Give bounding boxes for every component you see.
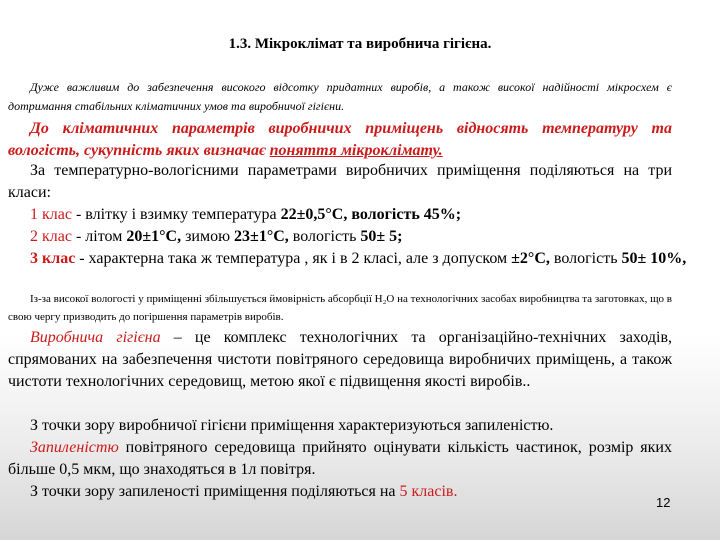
- class-2-text3: вологість: [292, 228, 361, 245]
- dust-classes: [8, 481, 672, 503]
- page-number: 12: [656, 495, 671, 510]
- climate-definition-text: До кліматичних параметрів виробничих приміщень відносять температуру та вологість, сукупність яких визначає: [8, 120, 672, 159]
- microclimate-term: поняття мікроклімату.: [269, 142, 443, 159]
- dust-classes-count: 5 класів.: [399, 483, 458, 500]
- class-1-text: - влітку і взимку температура: [71, 206, 281, 223]
- class-1-item: [8, 204, 672, 226]
- hygiene-note: З точки зору виробничої гігієни приміщення характеризуються запиленістю.: [30, 417, 554, 434]
- classes-intro: За температурно-вологісними параметрами виробничих приміщення поділяються на три класи:: [8, 162, 672, 201]
- class-1-label: 1 клас: [30, 206, 72, 223]
- class-2-value: 20±1°С,: [126, 228, 186, 245]
- class-2-label: 2 клас: [30, 228, 72, 245]
- class-3-value2: 50± 10%,: [621, 250, 687, 267]
- dust-text: повітряного середовища прийнято оцінувати кількість частинок, розмір яких більше 0,5 мкм, що знаходяться в 1л повітря.: [8, 439, 672, 478]
- hygiene-definition: [8, 327, 672, 393]
- class-3-text2: вологість: [549, 250, 622, 267]
- dust-classes-text: З точки зору запиленості приміщення поділяються на: [30, 483, 400, 500]
- class-2-text2: зимою: [185, 228, 235, 245]
- hygiene-text: – це комплекс технологічних та організаційно-технічних заходів, спрямованих на забезпечення чистоти повітряного середовища виробничих приміщень, а також чистоти технологічних середовищ, метою якої є підвищення якості виробів..: [8, 329, 673, 390]
- class-3-label: 3 клас: [30, 250, 76, 267]
- dust-term: Запиленістю: [30, 439, 119, 456]
- class-2-text: - літом: [71, 228, 127, 245]
- class-2-value3: 50± 5;: [360, 228, 403, 245]
- humidity-note: Із-за високої вологості у приміщенні збільшується ймовірність абсорбції H₂O на технологічних засобах виробництва та заготовках, що в свою чергу призводить до погіршення параметрів виробів.: [8, 293, 672, 323]
- hygiene-term: Виробнича гігієна: [30, 329, 161, 346]
- class-3-value: ±2°С,: [511, 250, 550, 267]
- class-1-value: 22±0,5°С, вологість 45%;: [280, 206, 462, 223]
- class-2-item: [8, 226, 672, 248]
- class-3-text: - характерна така ж температура , як і в 2 класі, але з допуском: [75, 250, 512, 267]
- dust-definition: [8, 437, 672, 481]
- intro-paragraph: Дуже важливим до забезпечення високого відсотку придатних виробів, а також високої надійності мікросхем є дотримання стабільних кліматичних умов та виробничої гігієни.: [8, 80, 672, 113]
- class-2-value2: 23±1°С,: [234, 228, 293, 245]
- class-3-item: [30, 248, 694, 270]
- climate-definition: [8, 118, 672, 162]
- slide-title: 1.3. Мікроклімат та виробнича гігієна.: [228, 36, 492, 52]
